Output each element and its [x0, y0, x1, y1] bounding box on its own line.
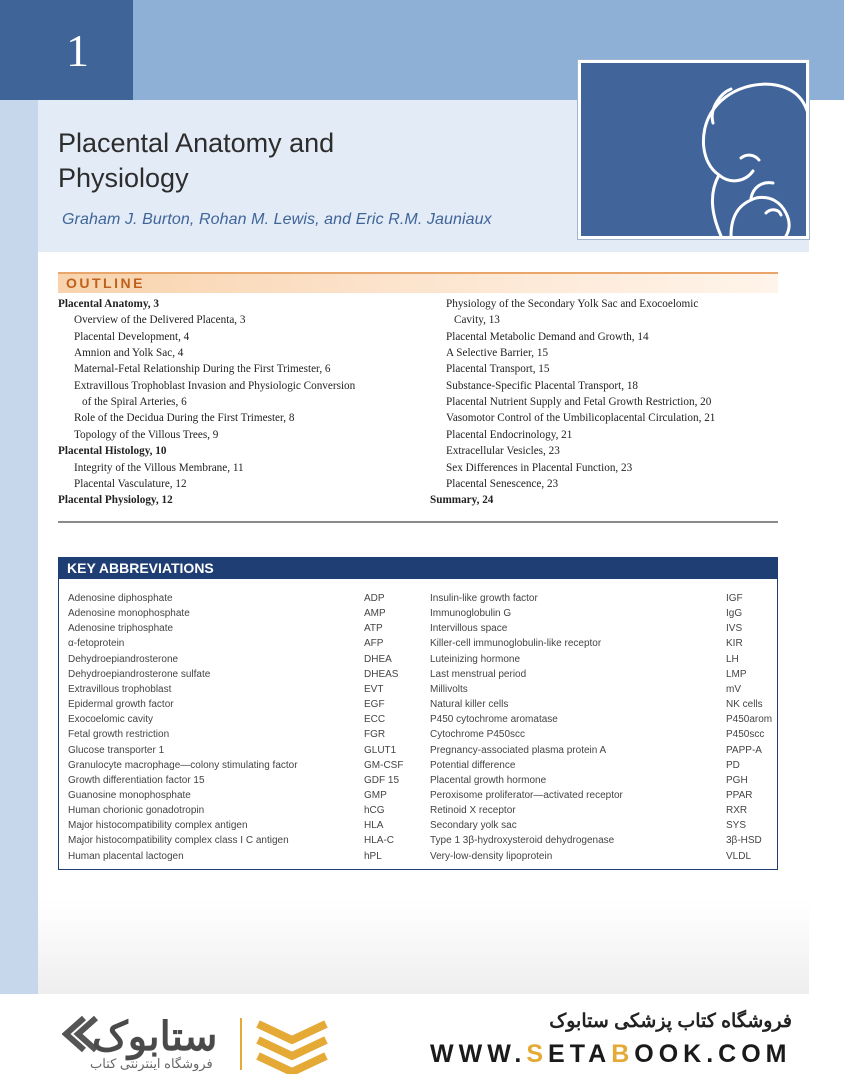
abbreviation-code: P450scc [726, 729, 765, 741]
outline-entry: Substance-Specific Placental Transport, 18 [446, 379, 639, 392]
abbreviation-code: LMP [726, 668, 747, 680]
outline-entry: Role of the Decidua During the First Trimester, 8 [74, 412, 295, 425]
abbreviation-code: GDF 15 [364, 774, 400, 786]
abbreviation-code: P450arom [726, 714, 773, 726]
outline-entry: A Selective Barrier, 15 [446, 347, 549, 360]
abbreviation-term: α-fetoprotein [68, 638, 125, 650]
abbreviation-code: VLDL [726, 850, 752, 862]
abbreviation-code: hCG [364, 805, 385, 817]
abbreviation-row [430, 592, 775, 607]
chapter-title-line2: Physiology [58, 163, 189, 193]
abbreviation-row [68, 819, 413, 834]
abbreviation-code: ECC [364, 714, 386, 726]
abbreviation-term: Intervillous space [430, 623, 508, 635]
outline-entry: Placental Development, 4 [74, 330, 190, 343]
abbreviation-term: Major histocompatibility complex class I C antigen [68, 835, 289, 847]
abbreviation-code: GLUT1 [364, 744, 397, 756]
chapter-title [58, 126, 418, 196]
page-bottom-fade [38, 900, 809, 994]
abbreviation-code: PAPP-A [726, 744, 762, 756]
abbreviation-code: AFP [364, 638, 384, 650]
outline-entry: Sex Differences in Placental Function, 23 [446, 461, 633, 474]
abbreviation-code: IGF [726, 593, 743, 604]
abbreviation-row [430, 789, 775, 804]
fetus-illustration-icon [581, 63, 806, 236]
url-part: WWW. [430, 1040, 527, 1068]
outline-entry: Placental Histology, 10 [58, 445, 167, 458]
url-part: OOK.COM [634, 1040, 792, 1068]
abbreviation-row [430, 668, 775, 683]
outline-entry: Placental Anatomy, 3 [58, 298, 159, 310]
outline-divider [58, 521, 778, 523]
abbreviation-code: ADP [364, 593, 385, 604]
abbreviation-row [430, 804, 775, 819]
abbreviation-code: DHEA [364, 653, 392, 665]
abbreviation-code: ATP [364, 623, 383, 635]
abbreviation-term: Guanosine monophosphate [68, 789, 191, 801]
abbreviation-row [68, 607, 413, 622]
abbreviation-term: Type 1 3β-hydroxysteroid dehydrogenase [430, 835, 615, 847]
chapter-title-line1: Placental Anatomy and [58, 128, 335, 158]
abbreviation-code: SYS [726, 820, 747, 832]
abbreviation-term: Luteinizing hormone [430, 653, 521, 665]
outline-entry: Maternal-Fetal Relationship During the First Trimester, 6 [74, 363, 331, 376]
abbreviation-row [68, 759, 413, 774]
abbreviation-term: Natural killer cells [430, 699, 509, 711]
abbreviation-code: hPL [364, 850, 382, 862]
outline-entry: Placental Physiology, 12 [58, 494, 173, 507]
abbreviation-term: Adenosine monophosphate [68, 608, 190, 620]
abbreviation-code: mV [726, 683, 741, 695]
abbreviation-code: NK cells [726, 699, 763, 711]
abbreviation-row [430, 850, 775, 865]
outline-heading: OUTLINE [66, 275, 145, 291]
abbreviation-term: Glucose transporter 1 [68, 744, 165, 756]
abbreviation-row [68, 834, 413, 849]
abbreviation-term: Placental growth hormone [430, 774, 547, 786]
abbreviation-code: FGR [364, 729, 386, 741]
abbreviation-code: PD [726, 759, 740, 771]
abbreviation-code: AMP [364, 608, 386, 620]
abbreviation-code: GMP [364, 789, 387, 801]
abbreviation-row [430, 698, 775, 713]
abbreviation-code: KIR [726, 638, 743, 650]
abbreviation-code: HLA [364, 820, 384, 832]
abbreviation-row [68, 789, 413, 804]
outline-entry: Placental Endocrinology, 21 [446, 428, 573, 441]
abbreviation-code: GM-CSF [364, 759, 404, 771]
abbreviation-term: Immunoglobulin G [430, 608, 512, 620]
abbreviation-term: Adenosine diphosphate [68, 593, 173, 604]
abbreviation-row [430, 744, 775, 759]
abbreviation-term: Adenosine triphosphate [68, 623, 174, 635]
abbreviation-term: Granulocyte macrophage—colony stimulating factor [68, 759, 298, 771]
abbreviation-term: Millivolts [430, 683, 468, 695]
abbreviation-row [430, 683, 775, 698]
abbreviation-term: Human placental lactogen [68, 850, 184, 862]
abbreviation-row [68, 804, 413, 819]
outline-entry: Physiology of the Secondary Yolk Sac and Exocoelomic [446, 298, 699, 310]
abbreviation-term: Last menstrual period [430, 668, 527, 680]
abbreviation-row [68, 668, 413, 683]
abbreviation-term: Growth differentiation factor 15 [68, 774, 205, 786]
abbreviation-term: Peroxisome proliferator—activated receptor [430, 789, 623, 801]
abbreviation-term: Exocoelomic cavity [68, 714, 154, 726]
store-brand-name: ستابوک [92, 1015, 218, 1059]
banner-divider [240, 1018, 242, 1070]
outline-entry: Summary, 24 [430, 494, 494, 507]
abbreviation-row [430, 607, 775, 622]
abbreviation-row [430, 774, 775, 789]
outline-entry: Placental Senescence, 23 [446, 477, 559, 490]
abbreviation-term: Fetal growth restriction [68, 729, 170, 741]
abbreviation-term: Dehydroepiandrosterone sulfate [68, 668, 211, 680]
outline-entry: Overview of the Delivered Placenta, 3 [74, 314, 246, 327]
outline-entry: Topology of the Villous Trees, 9 [74, 428, 219, 441]
store-url[interactable] [430, 1040, 791, 1069]
outline-entry: Vasomotor Control of the Umbilicoplacental Circulation, 21 [446, 412, 716, 425]
abbreviation-row [68, 774, 413, 789]
outline-entry: Cavity, 13 [454, 314, 500, 327]
chapter-emblem [577, 59, 810, 240]
outline-entry: Placental Metabolic Demand and Growth, 14 [446, 330, 649, 343]
store-brand-subtitle: فروشگاه اینترنتی کتاب [90, 1056, 213, 1071]
abbreviation-row [430, 819, 775, 834]
outline-heading-bar [58, 272, 778, 293]
abbreviation-row [68, 713, 413, 728]
abbreviation-row [68, 744, 413, 759]
stacked-chevron-icon [252, 1016, 332, 1074]
outline-entry: Extracellular Vesicles, 23 [446, 445, 560, 458]
url-part: ETA [548, 1040, 612, 1068]
abbreviation-term: Secondary yolk sac [430, 820, 517, 832]
outline-entry: Amnion and Yolk Sac, 4 [74, 347, 184, 360]
outline-entry: Extravillous Trophoblast Invasion and Physiologic Conversion [74, 379, 356, 392]
abbreviation-code: IVS [726, 623, 743, 635]
abbreviation-term: Killer-cell immunoglobulin-like receptor [430, 638, 602, 650]
outline-entry: Placental Vasculature, 12 [74, 477, 187, 490]
url-highlight: B [611, 1040, 635, 1068]
abbreviation-row [68, 622, 413, 637]
abbreviation-row [68, 653, 413, 668]
abbreviation-row [68, 698, 413, 713]
chapter-authors: Graham J. Burton, Rohan M. Lewis, and Eric R.M. Jauniaux [62, 211, 492, 228]
abbreviation-row [68, 683, 413, 698]
store-name: فروشگاه کتاب پزشکی ستابوک [549, 1011, 792, 1032]
abbreviation-row [430, 834, 775, 849]
abbreviation-code: EGF [364, 699, 385, 711]
abbreviation-row [68, 850, 413, 865]
abbreviation-term: Epidermal growth factor [68, 699, 174, 711]
abbreviation-term: Potential difference [430, 759, 516, 771]
key-abbreviations-heading: KEY ABBREVIATIONS [59, 558, 777, 579]
abbreviation-term: Very-low-density lipoprotein [430, 850, 553, 862]
abbreviation-row [430, 713, 775, 728]
outline-entry: Placental Transport, 15 [446, 363, 550, 376]
abbreviation-row [68, 728, 413, 743]
abbreviation-code: PPAR [726, 789, 753, 801]
abbreviation-term: P450 cytochrome aromatase [430, 714, 558, 726]
url-highlight: S [526, 1040, 549, 1068]
abbreviation-term: Retinoid X receptor [430, 805, 516, 817]
outline-entry: of the Spiral Arteries, 6 [82, 396, 187, 409]
outline-entry: Integrity of the Villous Membrane, 11 [74, 461, 244, 474]
abbreviation-code: HLA-C [364, 835, 395, 847]
abbreviation-term: Human chorionic gonadotropin [68, 805, 205, 817]
abbreviation-row [68, 637, 413, 652]
abbreviation-code: RXR [726, 805, 748, 817]
left-margin-strip [0, 100, 38, 994]
abbreviation-code: LH [726, 653, 739, 665]
abbreviation-row [430, 759, 775, 774]
abbreviation-term: Dehydroepiandrosterone [68, 653, 179, 665]
outline-entry: Placental Nutrient Supply and Fetal Growth Restriction, 20 [446, 396, 712, 409]
abbreviation-row [68, 592, 413, 607]
abbreviation-term: Cytochrome P450scc [430, 729, 526, 741]
chapter-number: 1 [0, 0, 133, 100]
abbreviation-term: Extravillous trophoblast [68, 683, 172, 695]
abbreviation-term: Pregnancy-associated plasma protein A [430, 744, 607, 756]
abbreviation-code: PGH [726, 774, 748, 786]
abbreviation-row [430, 728, 775, 743]
abbreviation-code: IgG [726, 608, 743, 620]
abbreviation-row [430, 653, 775, 668]
abbreviation-code: DHEAS [364, 668, 399, 680]
abbreviation-row [430, 637, 775, 652]
abbreviation-row [430, 622, 775, 637]
abbreviation-code: 3β-HSD [726, 835, 762, 847]
abbreviation-term: Major histocompatibility complex antigen [68, 820, 248, 832]
abbreviation-term: Insulin-like growth factor [430, 593, 538, 604]
abbreviation-code: EVT [364, 683, 384, 695]
